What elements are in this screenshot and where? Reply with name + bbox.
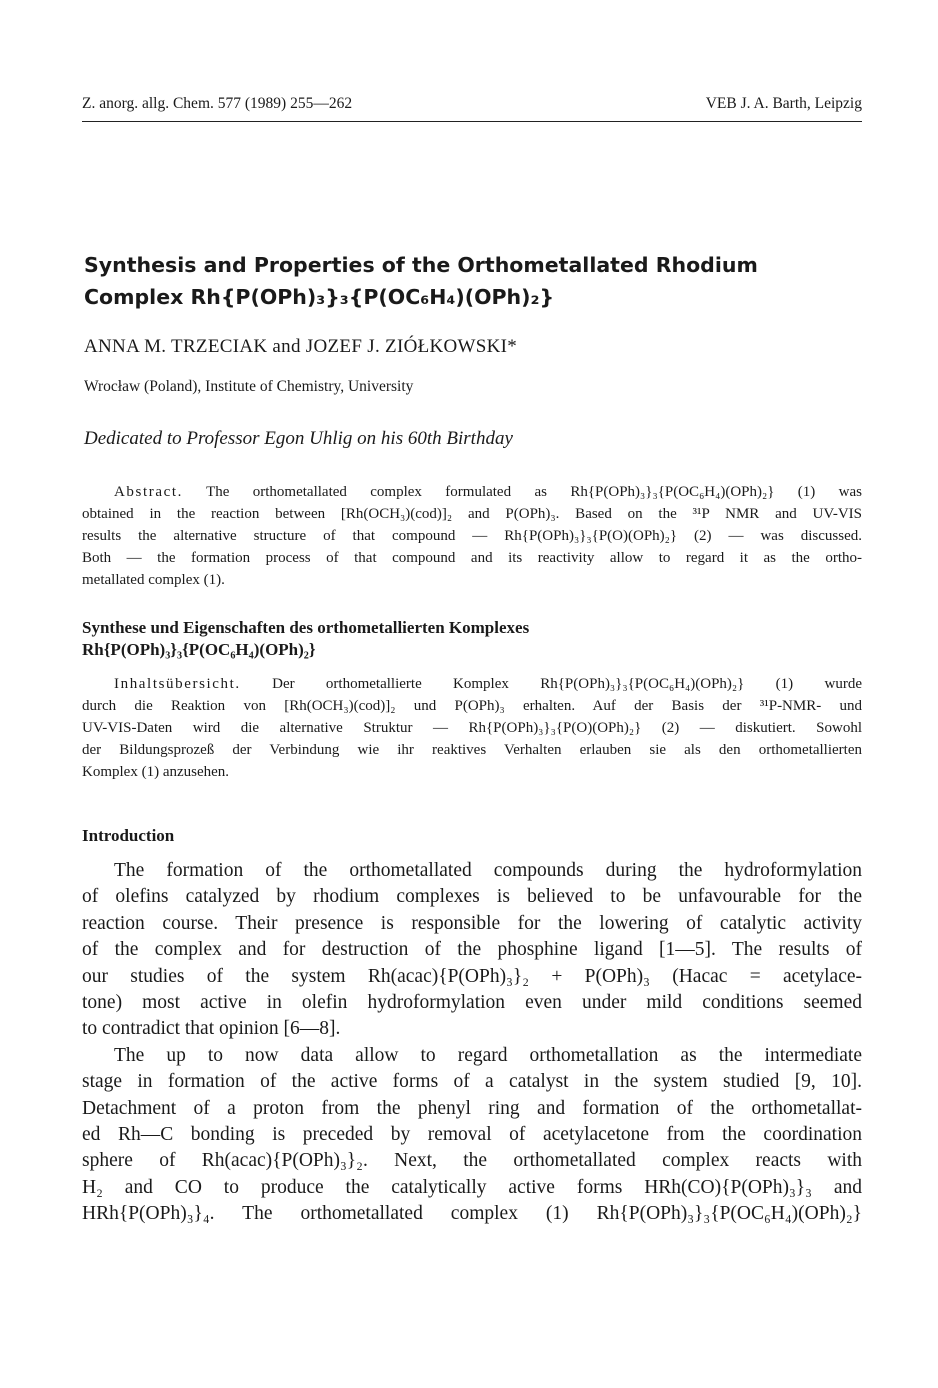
running-header bbox=[82, 95, 862, 113]
body-line: The up to now data allow to regard orthometallation as the intermediate bbox=[114, 1044, 862, 1066]
summary-line: UV-VIS-Daten wird die alternative Struktur — Rh{P(OPh)₃}₃{P(O)(OPh)₂} (2) — diskutiert. Sowohl bbox=[82, 720, 862, 736]
summary-line: Komplex (1) anzusehen. bbox=[82, 764, 230, 780]
dedication: Dedicated to Professor Egon Uhlig on his 60th Birthday bbox=[84, 428, 513, 449]
body-line: reaction course. Their presence is responsible for the lowering of catalytic activity bbox=[82, 912, 862, 934]
body-line: to contradict that opinion [6—8]. bbox=[82, 1018, 341, 1040]
abstract-line: metallated complex (1). bbox=[82, 572, 225, 588]
header-rule bbox=[82, 121, 862, 122]
body-line: ed Rh—C bonding is preceded by removal of acetylacetone from the coordination bbox=[82, 1123, 862, 1145]
authors: ANNA M. TRZECIAK and JOZEF J. ZIÓŁKOWSKI* bbox=[84, 336, 518, 357]
body-line: HRh{P(OPh)₃}₄. The orthometallated complex (1) Rh{P(OPh)₃}₃{P(OC₆H₄)(OPh)₂} bbox=[82, 1203, 862, 1225]
summary-line: der Bildungsprozeß der Verbindung wie ihr reaktives Verhalten erlauben sie als den orthometallierten bbox=[82, 742, 862, 758]
abstract-line: Abstract. The orthometallated complex formulated as Rh{P(OPh)₃}₃{P(OC₆H₄)(OPh)₂} (1) was bbox=[114, 484, 862, 500]
body-line: The formation of the orthometallated compounds during the hydroformylation bbox=[114, 860, 862, 881]
body-line: our studies of the system Rh(acac){P(OPh)₃}₂ + P(OPh)₃ (Hacac = acetylace- bbox=[82, 965, 862, 987]
summary-line: Inhaltsübersicht. Der orthometallierte Komplex Rh{P(OPh)₃}₃{P(OC₆H₄)(OPh)₂} (1) wurde bbox=[114, 676, 862, 692]
abstract-line: obtained in the reaction between [Rh(OCH₃)(cod)]₂ and P(OPh)₃. Based on the ³¹P NMR and UV-VIS bbox=[82, 506, 862, 522]
german-heading-line: Synthese und Eigenschaften des orthometallierten Komplexes bbox=[82, 618, 530, 637]
introduction-body bbox=[82, 858, 862, 1227]
body-line: H₂ and CO to produce the catalytically active forms HRh(CO){P(OPh)₃}₃ and bbox=[82, 1176, 862, 1198]
german-heading bbox=[82, 617, 862, 661]
body-line: stage in formation of the active forms of a catalyst in the system studied [9, 10]. bbox=[82, 1071, 862, 1093]
abstract-line: Both — the formation process of that compound and its reactivity allow to regard it as the ortho- bbox=[82, 550, 862, 566]
body-line: tone) most active in olefin hydroformylation even under mild conditions seemed bbox=[82, 991, 862, 1013]
journal-citation: Z. anorg. allg. Chem. 577 (1989) 255—262 bbox=[82, 95, 353, 112]
publisher: VEB J. A. Barth, Leipzig bbox=[705, 95, 862, 112]
summary-line: durch die Reaktion von [Rh(OCH₃)(cod)]₂ und P(OPh)₃ erhalten. Auf der Basis der ³¹P-NMR- und bbox=[82, 698, 862, 714]
body-line: of olefins catalyzed by rhodium complexes is believed to be unfavourable for the bbox=[82, 886, 862, 908]
summary-label: Inhaltsübersicht. bbox=[114, 676, 241, 692]
abstract bbox=[82, 481, 862, 591]
abstract-line: results the alternative structure of that compound — Rh{P(OPh)₃}₃{P(O)(OPh)₂} (2) — was discussed. bbox=[82, 528, 862, 544]
abstract-label: Abstract. bbox=[114, 484, 183, 500]
paper-title bbox=[84, 249, 864, 313]
german-heading-line: Rh{P(OPh)₃}₃{P(OC₆H₄)(OPh)₂} bbox=[82, 640, 316, 659]
affiliation: Wrocław (Poland), Institute of Chemistry, University bbox=[84, 378, 414, 395]
body-line: Detachment of a proton from the phenyl ring and formation of the orthometallat- bbox=[82, 1097, 862, 1119]
german-summary bbox=[82, 673, 862, 783]
section-heading-introduction: Introduction bbox=[82, 826, 175, 845]
body-line: of the complex and for destruction of the phosphine ligand [1—5]. The results of bbox=[82, 939, 862, 961]
title-line: Synthesis and Properties of the Orthometallated Rhodium bbox=[84, 253, 758, 277]
body-line: sphere of Rh(acac){P(OPh)₃}₂. Next, the orthometallated complex reacts with bbox=[82, 1150, 862, 1172]
title-line: Complex Rh{P(OPh)₃}₃{P(OC₆H₄)(OPh)₂} bbox=[84, 285, 555, 309]
